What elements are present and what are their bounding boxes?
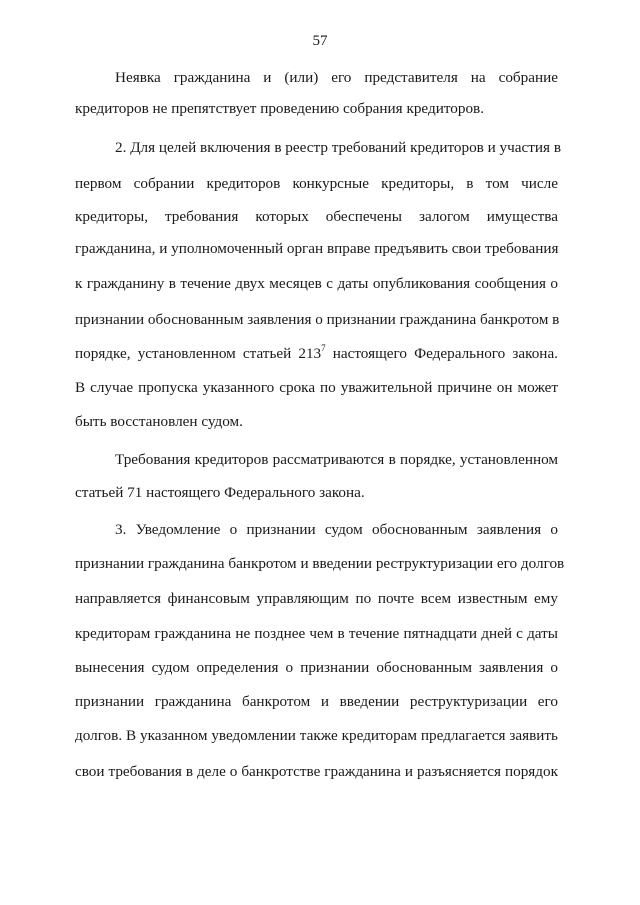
text-line-content: быть восстановлен судом.: [75, 413, 243, 430]
text-line-content: статьей 71 настоящего Федерального закона.: [75, 484, 365, 501]
text-line-content: порядке, установленном статьей 213: [75, 345, 322, 362]
superscript: 7: [321, 342, 326, 353]
text-line: [75, 693, 558, 711]
text-line-content: направляется финансовым управляющим по почте всем известным ему: [75, 590, 558, 607]
text-line-content: признании гражданина банкротом и введении реструктуризации его долгов: [75, 555, 565, 572]
text-line-content: вынесения судом определения о признании обоснованным заявления о: [75, 659, 558, 676]
text-line: [75, 590, 558, 608]
text-line-content: первом собрании кредиторов конкурсные кредиторы, в том числе: [75, 175, 558, 192]
page-number: 57: [312, 33, 328, 49]
text-line: [115, 69, 558, 87]
text-line-content: 3. Уведомление о признании судом обоснованным заявления о: [115, 521, 558, 538]
text-line: [75, 727, 558, 745]
text-line: [75, 625, 558, 643]
text-line-content: кредиторам гражданина не позднее чем в течение пятнадцати дней с даты: [75, 625, 558, 642]
text-line: [75, 555, 565, 573]
text-line-content: Требования кредиторов рассматриваются в порядке, установленном: [115, 451, 558, 468]
text-line: [75, 100, 558, 118]
text-line-content: признании обоснованным заявления о признании гражданина банкротом в: [75, 311, 560, 328]
text-line: [75, 342, 558, 363]
text-line: [75, 763, 558, 781]
text-line: [75, 175, 558, 193]
text-line: [75, 413, 558, 431]
text-line: [75, 659, 558, 677]
text-line-content: 2. Для целей включения в реестр требований кредиторов и участия в: [115, 139, 561, 156]
text-line: [75, 379, 558, 397]
text-line: [75, 240, 558, 258]
text-line: [75, 311, 558, 329]
text-line: [75, 208, 558, 226]
text-line-content: свои требования в деле о банкротстве гражданина и разъясняется порядок: [75, 763, 558, 780]
text-line-content: Неявка гражданина и (или) его представителя на собрание: [115, 69, 558, 86]
text-line-content: В случае пропуска указанного срока по уважительной причине он может: [75, 379, 558, 396]
text-line-content: признании гражданина банкротом и введении реструктуризации его: [75, 693, 558, 710]
text-line-content: кредиторов не препятствует проведению собрания кредиторов.: [75, 100, 485, 117]
text-line-content: гражданина, и уполномоченный орган вправе предъявить свои требования: [75, 240, 559, 257]
text-line-continuation: настоящего Федерального закона.: [325, 345, 558, 362]
text-line: [75, 484, 558, 502]
text-line-content: к гражданину в течение двух месяцев с даты опубликования сообщения о: [75, 275, 558, 292]
text-line: [115, 521, 558, 539]
text-line-content: кредиторы, требования которых обеспечены залогом имущества: [75, 208, 558, 225]
text-line: [75, 275, 558, 293]
text-line: [115, 451, 558, 469]
text-line: [115, 139, 561, 157]
text-line-content: долгов. В указанном уведомлении также кредиторам предлагается заявить: [75, 727, 558, 744]
